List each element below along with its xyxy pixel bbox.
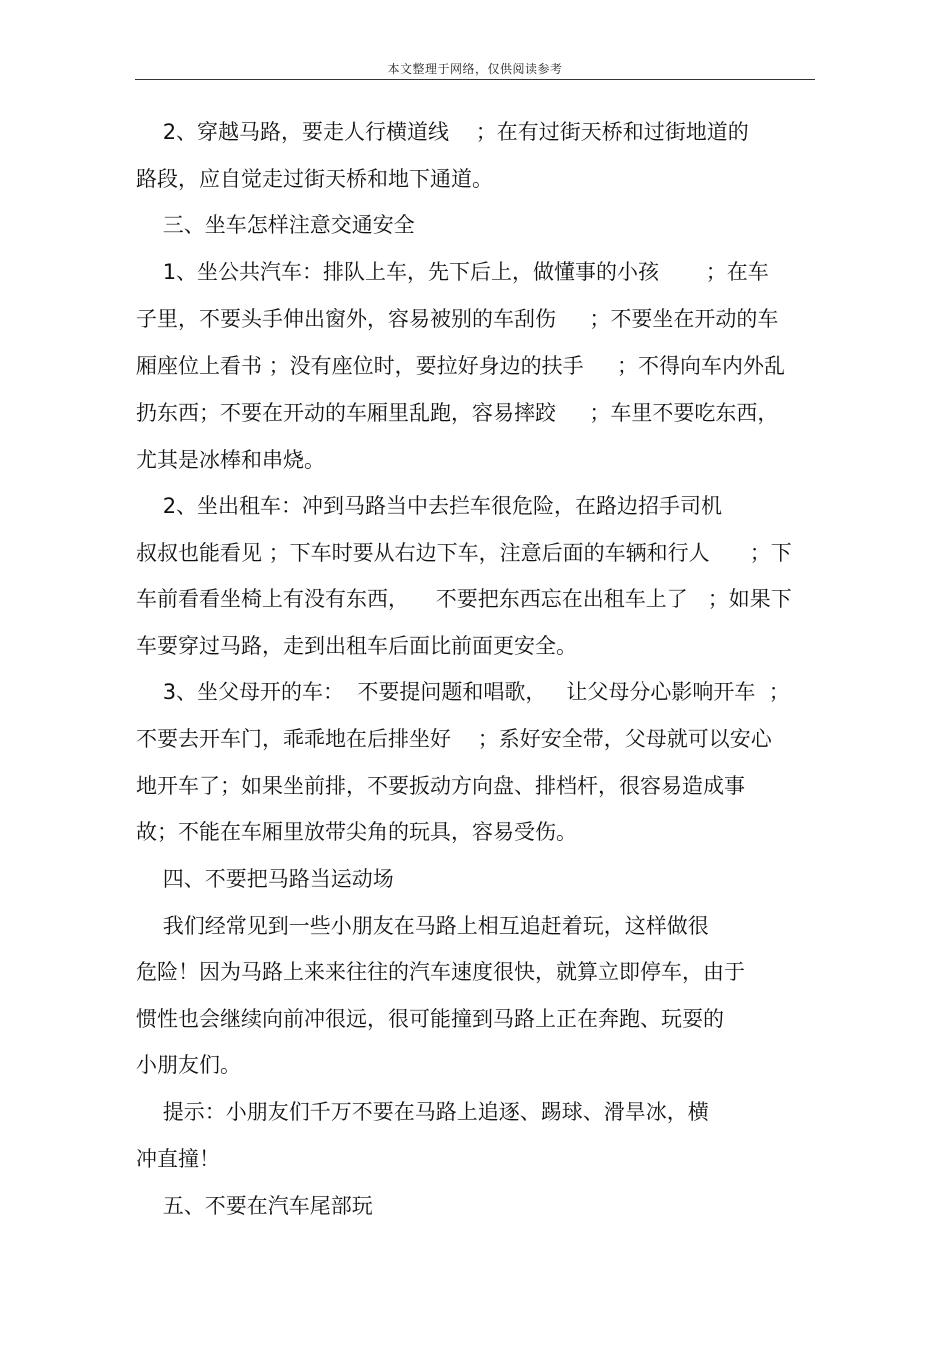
text-line: 子里，不要头手伸出窗外，容易被别的车刮伤 ；不要坐在开动的车 <box>136 307 779 331</box>
text-line: 冲直撞！ <box>136 1147 220 1171</box>
text-line: 3、坐父母开的车： 不要提问题和唱歌， 让父母分心影响开车 ； <box>136 680 790 704</box>
text-line: 叔叔也能看见 ；下车时要从右边下车，注意后面的车辆和行人 ；下 <box>136 541 792 565</box>
text-line: 惯性也会继续向前冲很远，很可能撞到马路上正在奔跑、玩耍的 <box>136 1007 724 1031</box>
text-line: 故；不能在车厢里放带尖角的玩具，容易受伤。 <box>136 820 577 844</box>
text-line: 2、穿越马路，要走人行横道线 ；在有过街天桥和过街地道的 <box>136 120 749 144</box>
header-divider <box>135 79 815 80</box>
text-line: 2、坐出租车：冲到马路当中去拦车很危险，在路边招手司机 <box>136 494 723 518</box>
text-line: 不要去开车门，乖乖地在后排坐好 ；系好安全带，父母就可以安心 <box>136 727 772 751</box>
text-line: 车要穿过马路，走到出租车后面比前面更安全。 <box>136 634 577 658</box>
text-line: 扔东西；不要在开动的车厢里乱跑，容易摔跤 ；车里不要吃东西， <box>136 401 779 425</box>
text-line: 尤其是冰棒和串烧。 <box>136 448 325 472</box>
text-line: 小朋友们。 <box>136 1053 241 1077</box>
text-line: 路段，应自觉走过街天桥和地下通道。 <box>136 167 493 191</box>
text-line: 厢座位上看书 ；没有座位时，要拉好身边的扶手 ；不得向车内外乱 <box>136 354 786 378</box>
text-line: 1、坐公共汽车：排队上车，先下后上，做懂事的小孩 ；在车 <box>136 260 769 284</box>
section-heading: 三、坐车怎样注意交通安全 <box>136 213 415 237</box>
text-line: 危险！因为马路上来来往往的汽车速度很快，就算立即停车，由于 <box>136 960 745 984</box>
section-heading: 五、不要在汽车尾部玩 <box>136 1194 373 1218</box>
text-line: 我们经常见到一些小朋友在马路上相互追赶着玩，这样做很 <box>136 914 709 938</box>
text-line: 地开车了；如果坐前排，不要扳动方向盘、排档杆，很容易造成事 <box>136 774 745 798</box>
page-header: 本文整理于网络，仅供阅读参考 <box>387 62 563 76</box>
text-line: 提示：小朋友们千万不要在马路上追逐、踢球、滑旱冰，横 <box>136 1100 709 1124</box>
text-line: 车前看看坐椅上有没有东西， 不要把东西忘在出租车上了 ；如果下 <box>136 587 792 611</box>
section-heading: 四、不要把马路当运动场 <box>136 867 394 891</box>
